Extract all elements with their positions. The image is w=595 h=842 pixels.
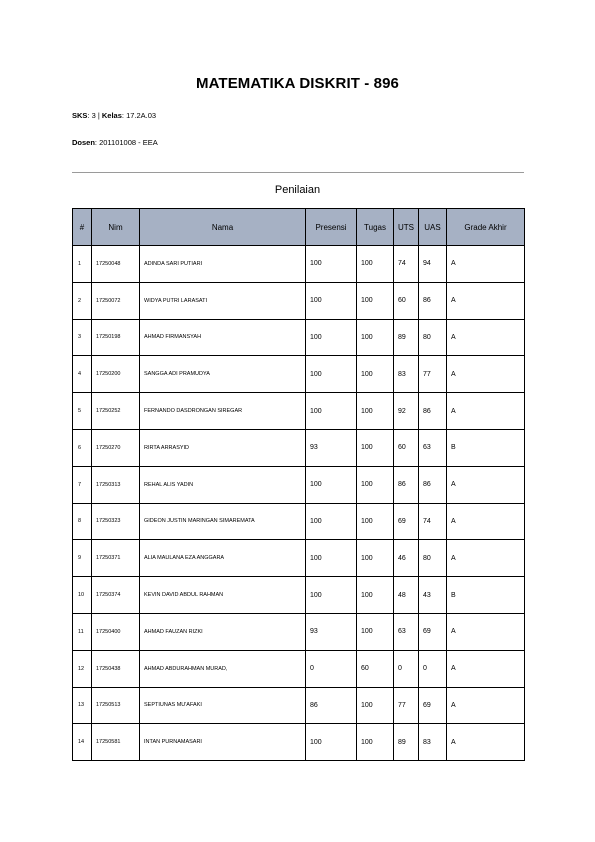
document-title: MATEMATIKA DISKRIT - 896: [196, 75, 399, 92]
col-header-grade: Grade Akhir: [447, 209, 525, 246]
table-header-row: [73, 209, 525, 246]
cell-presensi: 100: [306, 246, 357, 283]
cell-uts: 0: [394, 650, 419, 687]
cell-grade: A: [447, 503, 525, 540]
cell-grade: B: [447, 429, 525, 466]
cell-nama: AHMAD FAUZAN RIZKI: [140, 613, 306, 650]
cell-no: 4: [73, 356, 92, 393]
table-row: [73, 503, 525, 540]
cell-uas: 80: [419, 319, 447, 356]
cell-uas: 43: [419, 577, 447, 614]
cell-nama: FERNANDO DASDRONGAN SIREGAR: [140, 393, 306, 430]
cell-nim: 17250313: [92, 466, 140, 503]
cell-nama: GIDEON JUSTIN MARINGAN SIMAREMATA: [140, 503, 306, 540]
cell-uas: 69: [419, 687, 447, 724]
cell-tugas: 100: [357, 246, 394, 283]
cell-uas: 63: [419, 429, 447, 466]
table-row: [73, 577, 525, 614]
cell-uas: 86: [419, 393, 447, 430]
cell-nim: 17250438: [92, 650, 140, 687]
cell-uas: 86: [419, 282, 447, 319]
cell-grade: A: [447, 356, 525, 393]
cell-nim: 17250581: [92, 724, 140, 761]
cell-nama: SEPTIUNAS MU'AFAKI: [140, 687, 306, 724]
kelas-label: Kelas: [101, 111, 122, 120]
cell-presensi: 93: [306, 613, 357, 650]
cell-nama: RIRTA ARRASYID: [140, 429, 306, 466]
cell-uas: 0: [419, 650, 447, 687]
cell-grade: B: [447, 577, 525, 614]
cell-no: 11: [73, 613, 92, 650]
cell-uts: 69: [394, 503, 419, 540]
cell-presensi: 100: [306, 319, 357, 356]
kelas-value: : 17.2A.03: [121, 111, 157, 120]
cell-presensi: 93: [306, 429, 357, 466]
cell-nim: 17250513: [92, 687, 140, 724]
sks-label: SKS: [72, 111, 88, 120]
cell-tugas: 100: [357, 687, 394, 724]
cell-nim: 17250374: [92, 577, 140, 614]
cell-presensi: 100: [306, 540, 357, 577]
course-meta-line: [72, 111, 156, 120]
cell-tugas: 60: [357, 650, 394, 687]
cell-nim: 17250270: [92, 429, 140, 466]
cell-no: 6: [73, 429, 92, 466]
cell-uts: 60: [394, 282, 419, 319]
table-row: [73, 356, 525, 393]
cell-no: 13: [73, 687, 92, 724]
cell-uas: 80: [419, 540, 447, 577]
cell-uts: 89: [394, 724, 419, 761]
cell-uas: 74: [419, 503, 447, 540]
cell-nama: AHMAD FIRMANSYAH: [140, 319, 306, 356]
cell-uts: 48: [394, 577, 419, 614]
cell-uts: 83: [394, 356, 419, 393]
cell-nim: 17250371: [92, 540, 140, 577]
lecturer-meta-line: [72, 138, 158, 147]
cell-uas: 83: [419, 724, 447, 761]
cell-grade: A: [447, 466, 525, 503]
table-row: [73, 319, 525, 356]
cell-tugas: 100: [357, 466, 394, 503]
cell-uts: 46: [394, 540, 419, 577]
table-row: [73, 724, 525, 761]
cell-uas: 69: [419, 613, 447, 650]
cell-uas: 86: [419, 466, 447, 503]
table-row: [73, 650, 525, 687]
dosen-label: Dosen: [72, 138, 95, 147]
cell-grade: A: [447, 319, 525, 356]
cell-nama: ALIA MAULANA EZA ANGGARA: [140, 540, 306, 577]
section-title: Penilaian: [274, 184, 321, 196]
table-row: [73, 282, 525, 319]
cell-nama: ADINDA SARI PUTIARI: [140, 246, 306, 283]
cell-presensi: 100: [306, 466, 357, 503]
divider: [72, 172, 524, 173]
cell-no: 10: [73, 577, 92, 614]
table-row: [73, 687, 525, 724]
cell-tugas: 100: [357, 613, 394, 650]
cell-no: 8: [73, 503, 92, 540]
cell-no: 1: [73, 246, 92, 283]
cell-grade: A: [447, 724, 525, 761]
cell-nim: 17250252: [92, 393, 140, 430]
cell-nama: AHMAD ABDURAHMAN MURAD,: [140, 650, 306, 687]
cell-presensi: 100: [306, 724, 357, 761]
cell-nama: SANGGA ADI PRAMUDYA: [140, 356, 306, 393]
cell-nim: 17250198: [92, 319, 140, 356]
cell-tugas: 100: [357, 503, 394, 540]
cell-no: 14: [73, 724, 92, 761]
cell-no: 5: [73, 393, 92, 430]
cell-uts: 63: [394, 613, 419, 650]
table-row: [73, 540, 525, 577]
cell-tugas: 100: [357, 540, 394, 577]
cell-nama: KEVIN DAVID ABDUL RAHMAN: [140, 577, 306, 614]
col-header-no: #: [73, 209, 92, 246]
cell-nim: 17250323: [92, 503, 140, 540]
cell-uts: 92: [394, 393, 419, 430]
cell-uts: 86: [394, 466, 419, 503]
col-header-uts: UTS: [394, 209, 419, 246]
cell-grade: A: [447, 687, 525, 724]
dosen-value: : 201101008 - EEA: [94, 138, 158, 147]
table-row: [73, 466, 525, 503]
cell-nim: 17250400: [92, 613, 140, 650]
table-row: [73, 393, 525, 430]
table-row: [73, 613, 525, 650]
cell-uas: 94: [419, 246, 447, 283]
cell-nim: 17250048: [92, 246, 140, 283]
cell-uts: 74: [394, 246, 419, 283]
cell-nama: WIDYA PUTRI LARASATI: [140, 282, 306, 319]
cell-grade: A: [447, 613, 525, 650]
cell-presensi: 86: [306, 687, 357, 724]
grades-table: [72, 208, 525, 761]
cell-no: 2: [73, 282, 92, 319]
table-row: [73, 246, 525, 283]
cell-grade: A: [447, 650, 525, 687]
cell-nim: 17250200: [92, 356, 140, 393]
cell-uts: 60: [394, 429, 419, 466]
cell-presensi: 100: [306, 356, 357, 393]
col-header-uas: UAS: [419, 209, 447, 246]
cell-uts: 89: [394, 319, 419, 356]
cell-presensi: 100: [306, 393, 357, 430]
sks-value: : 3 |: [87, 111, 102, 120]
cell-no: 12: [73, 650, 92, 687]
cell-uas: 77: [419, 356, 447, 393]
cell-grade: A: [447, 540, 525, 577]
cell-presensi: 100: [306, 577, 357, 614]
cell-presensi: 100: [306, 503, 357, 540]
cell-tugas: 100: [357, 356, 394, 393]
cell-nama: REHAL ALIS YADIN: [140, 466, 306, 503]
table-row: [73, 429, 525, 466]
cell-no: 3: [73, 319, 92, 356]
cell-grade: A: [447, 282, 525, 319]
cell-no: 9: [73, 540, 92, 577]
cell-nama: INTAN PURNAMASARI: [140, 724, 306, 761]
cell-tugas: 100: [357, 282, 394, 319]
cell-grade: A: [447, 246, 525, 283]
cell-tugas: 100: [357, 319, 394, 356]
cell-presensi: 0: [306, 650, 357, 687]
col-header-tugas: Tugas: [357, 209, 394, 246]
cell-tugas: 100: [357, 577, 394, 614]
cell-grade: A: [447, 393, 525, 430]
col-header-nama: Nama: [140, 209, 306, 246]
col-header-nim: Nim: [92, 209, 140, 246]
cell-tugas: 100: [357, 393, 394, 430]
col-header-presensi: Presensi: [306, 209, 357, 246]
cell-uts: 77: [394, 687, 419, 724]
cell-presensi: 100: [306, 282, 357, 319]
cell-tugas: 100: [357, 724, 394, 761]
cell-no: 7: [73, 466, 92, 503]
cell-tugas: 100: [357, 429, 394, 466]
cell-nim: 17250072: [92, 282, 140, 319]
